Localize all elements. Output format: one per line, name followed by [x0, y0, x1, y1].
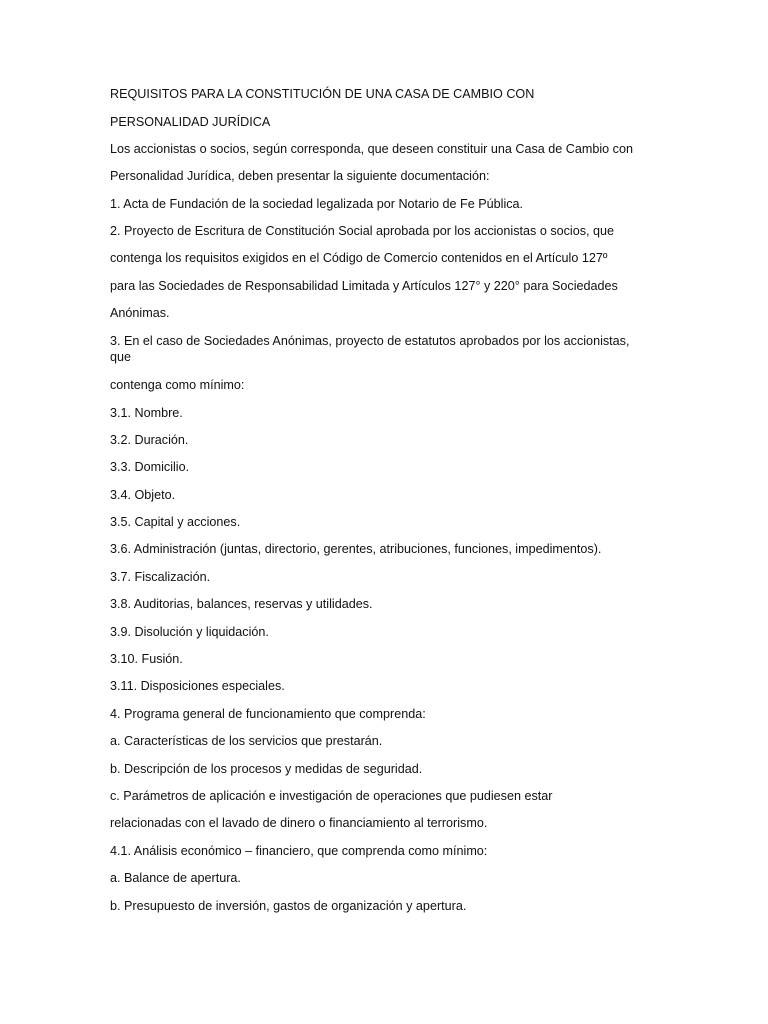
list-item-4-b: b. Descripción de los procesos y medidas de seguridad.	[110, 762, 423, 776]
list-item-3-1: 3.1. Nombre.	[110, 406, 183, 420]
list-item-3-3: 3.3. Domicilio.	[110, 460, 190, 474]
list-item-3-6: 3.6. Administración (juntas, directorio, gerentes, atribuciones, funciones, impedimentos).	[110, 542, 602, 556]
list-item-3-8: 3.8. Auditorias, balances, reservas y utilidades.	[110, 597, 373, 611]
document-title-line-1: REQUISITOS PARA LA CONSTITUCIÓN DE UNA CASA DE CAMBIO CON	[110, 87, 535, 101]
requirement-3-line-1: 3. En el caso de Sociedades Anónimas, proyecto de estatutos aprobados por los accionistas, que	[110, 334, 630, 364]
list-item-3-9: 3.9. Disolución y liquidación.	[110, 625, 269, 639]
list-item-3-11: 3.11. Disposiciones especiales.	[110, 679, 285, 693]
list-item-4-a: a. Características de los servicios que prestarán.	[110, 734, 383, 748]
list-item-4-c-line-1: c. Parámetros de aplicación e investigación de operaciones que pudiesen estar	[110, 789, 553, 803]
requirement-3-line-2: contenga como mínimo:	[110, 378, 245, 392]
document-title-line-2: PERSONALIDAD JURÍDICA	[110, 115, 271, 129]
list-item-3-2: 3.2. Duración.	[110, 433, 189, 447]
intro-line-2: Personalidad Jurídica, deben presentar la siguiente documentación:	[110, 169, 490, 183]
requirement-2-line-2: contenga los requisitos exigidos en el Código de Comercio contenidos en el Artículo 127º	[110, 251, 608, 265]
requirement-4: 4. Programa general de funcionamiento que comprenda:	[110, 707, 426, 721]
requirement-2-line-3: para las Sociedades de Responsabilidad Limitada y Artículos 127° y 220° para Sociedades	[110, 279, 618, 293]
requirement-2-line-4: Anónimas.	[110, 306, 170, 320]
intro-line-1: Los accionistas o socios, según corresponda, que deseen constituir una Casa de Cambio con	[110, 142, 633, 156]
requirement-4-1: 4.1. Análisis económico – financiero, que comprenda como mínimo:	[110, 844, 488, 858]
list-item-3-4: 3.4. Objeto.	[110, 488, 176, 502]
requirement-2-line-1: 2. Proyecto de Escritura de Constitución Social aprobada por los accionistas o socios, que	[110, 224, 615, 238]
list-item-3-5: 3.5. Capital y acciones.	[110, 515, 241, 529]
list-item-3-7: 3.7. Fiscalización.	[110, 570, 211, 584]
list-item-3-10: 3.10. Fusión.	[110, 652, 183, 666]
list-item-4-1-b: b. Presupuesto de inversión, gastos de organización y apertura.	[110, 899, 467, 913]
list-item-4-c-line-2: relacionadas con el lavado de dinero o financiamiento al terrorismo.	[110, 816, 488, 830]
list-item-4-1-a: a. Balance de apertura.	[110, 871, 241, 885]
requirement-1: 1. Acta de Fundación de la sociedad legalizada por Notario de Fe Pública.	[110, 197, 524, 211]
